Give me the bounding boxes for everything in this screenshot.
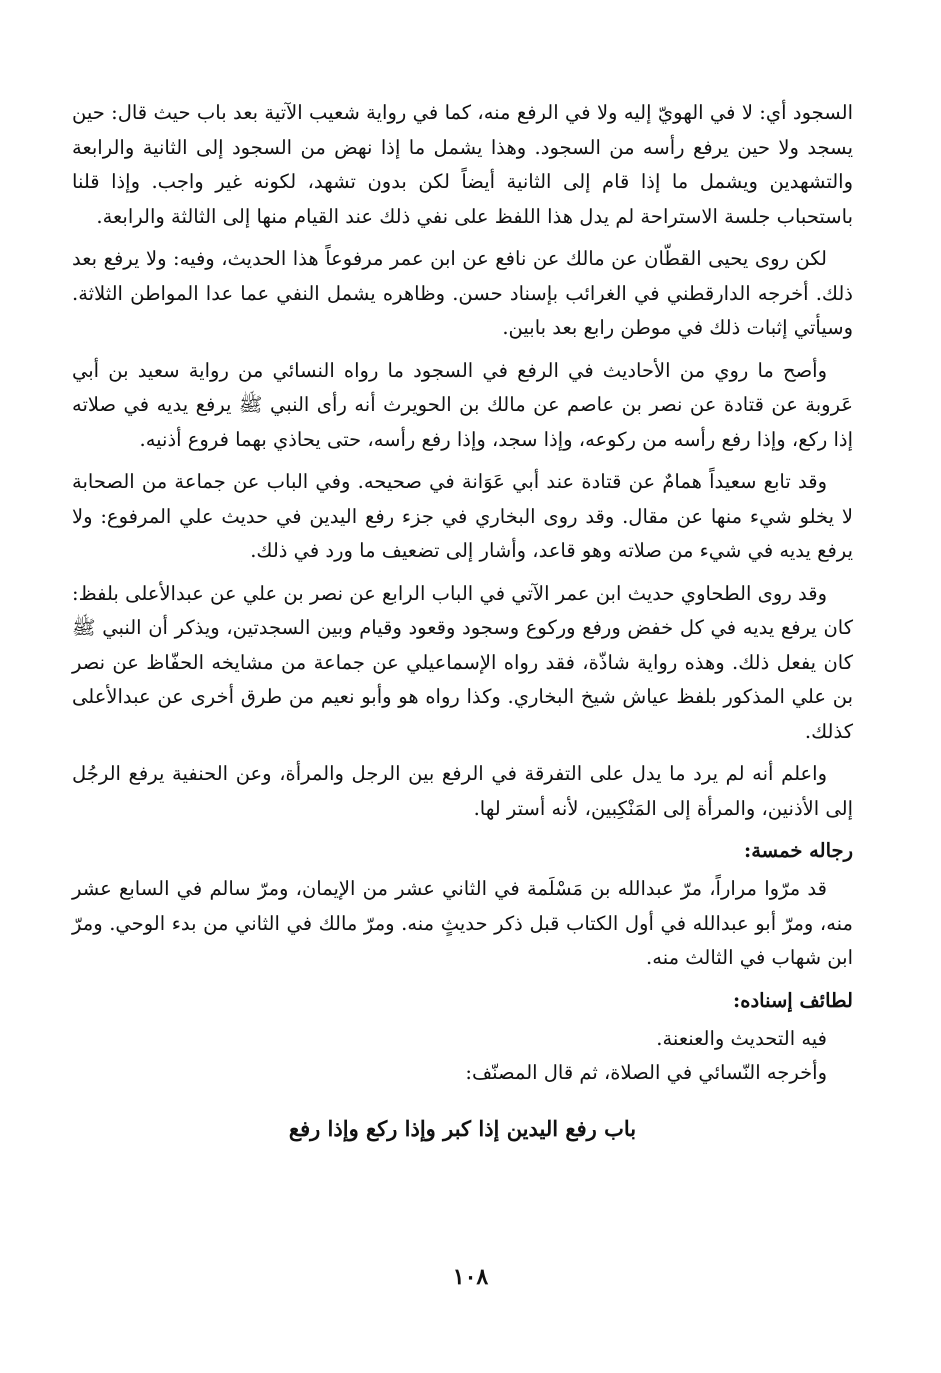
paragraph-1: السجود أي: لا في الهويّ إليه ولا في الرفع منه، كما في رواية شعيب الآتية بعد باب حيث قال: حين يسجد ولا حين يرفع رأسه من السجود. وهذا يشمل ما إذا نهض من السجود إلى الثانية والرابعة والتشهدين ويشمل ما إذا قام إلى الثانية أيضاً لكن بدون تشهد، لكونه غير واجب. وإذا قلنا باستحباب جلسة الاستراحة لم يدل هذا اللفظ على نفي ذلك عند القيام منها إلى الثالثة والرابعة.	[72, 101, 853, 228]
chapter-title: باب رفع اليدين إذا كبر وإذا ركع وإذا رفع	[288, 1115, 637, 1141]
paragraph-6: واعلم أنه لم يرد ما يدل على التفرقة في الرفع بين الرجل والمرأة، وعن الحنفية يرفع الرجُل إلى الأذنين، والمرأة إلى المَنْكِبين، لأنه أستر لها.	[72, 762, 853, 820]
paragraph-2: لكن روى يحيى القطّان عن مالك عن نافع عن ابن عمر مرفوعاً هذا الحديث، وفيه: ولا يرفع بعد ذلك. أخرجه الدارقطني في الغرائب بإسناد حسن. وظاهره يشمل النفي عما عدا المواطن الثلاثة. وسيأتي إثبات ذلك في موطن رابع بعد بابين.	[72, 247, 853, 339]
section-heading-rijal: رجاله خمسة:	[744, 839, 853, 862]
page-number: ١٠٨	[452, 1264, 489, 1290]
section-heading-lataif: لطائف إسناده:	[733, 988, 853, 1012]
paragraph-5: وقد روى الطحاوي حديث ابن عمر الآتي في الباب الرابع عن نصر بن علي عن عبدالأعلى بلفظ: كان يرفع يديه في كل خفض ورفع وركوع وسجود وقعود وقيام وبين السجدتين، ويذكر أن النبي ﷺ كان يفعل ذلك. وهذه رواية شاذّة، فقد رواه الإسماعيلي عن جماعة من مشايخه الحفّاظ عن نصر بن علي المذكور بلفظ عياش شيخ البخاري. وكذا رواه هو وأبو نعيم من طرق أخرى عن عبدالأعلى كذلك.	[72, 581, 853, 743]
paragraph-7: قد مرّوا مراراً، مرّ عبدالله بن مَسْلَمة في الثاني عشر من الإيمان، ومرّ سالم في السابع عشر منه، ومرّ أبو عبدالله في أول الكتاب قبل ذكر حديثٍ منه. ومرّ مالك في الثاني من بدء الوحي. ومرّ ابن شهاب في الثالث منه.	[72, 877, 853, 969]
line-nasai: وأخرجه النّسائي في الصلاة، ثم قال المصنّف:	[465, 1061, 827, 1084]
paragraph-3: وأصح ما روي من الأحاديث في الرفع في السجود ما رواه النسائي من رواية سعيد بن أبي عَروبة عن قتادة عن نصر بن عاصم عن مالك بن الحويرث أنه رأى النبي ﷺ يرفع يديه في صلاته إذا ركع، وإذا رفع رأسه من ركوعه، وإذا سجد، وإذا رفع رأسه، حتى يحاذي بهما فروع أذنيه.	[72, 358, 853, 451]
line-tahdith: فيه التحديث والعنعنة.	[656, 1026, 827, 1050]
paragraph-4: وقد تابع سعيداً همامٌ عن قتادة عند أبي عَوَانة في صحيحه. وفي الباب عن جماعة من الصحابة لا يخلو شيء منها عن مقال. وقد روى البخاري في جزء رفع اليدين في حديث علي المرفوع: ولا يرفع يديه في شيء من صلاته وهو قاعد، وأشار إلى تضعيف ما ورد في ذلك.	[72, 470, 853, 562]
